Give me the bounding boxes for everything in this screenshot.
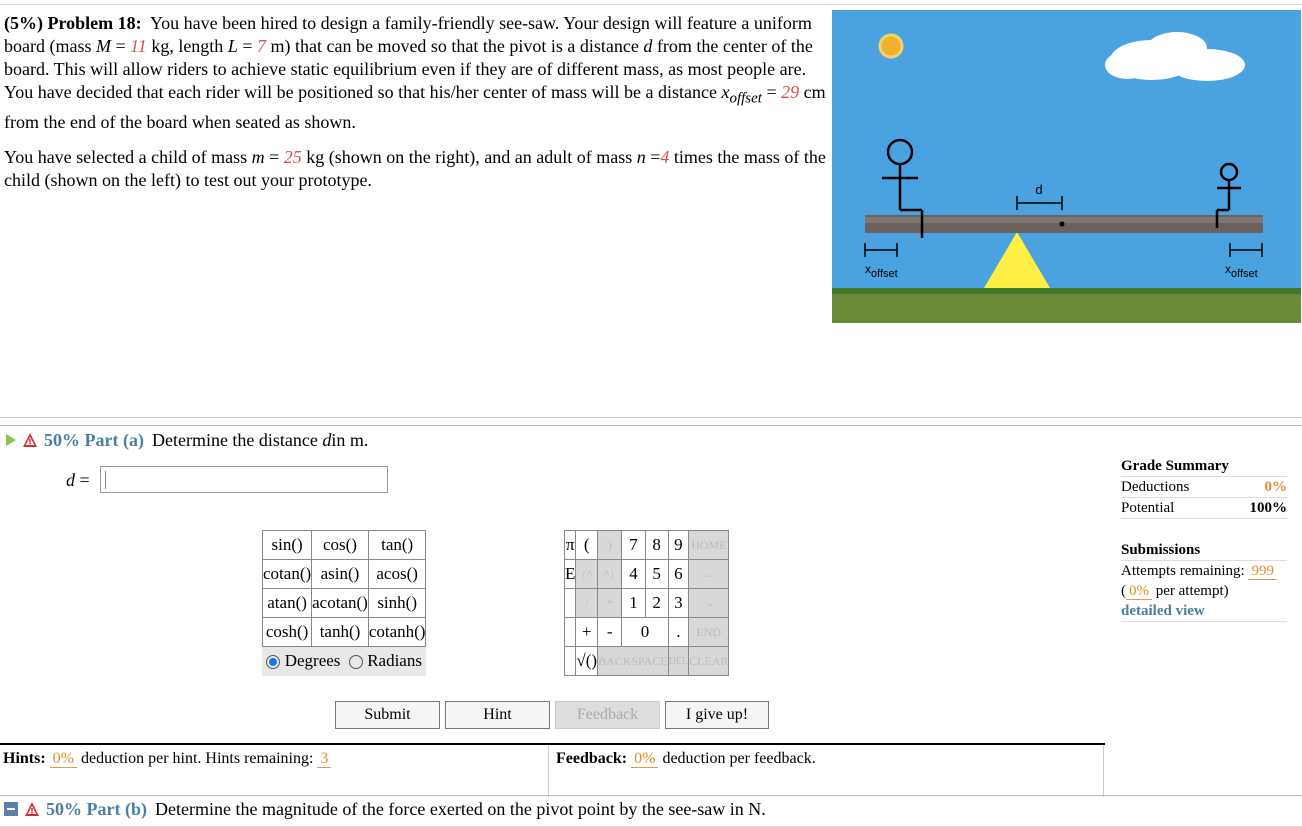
warning-icon: [22, 432, 38, 448]
key-5[interactable]: 5: [645, 560, 668, 589]
acotan-key[interactable]: acotan(): [312, 589, 369, 618]
atan-key[interactable]: atan(): [263, 589, 312, 618]
sinh-key[interactable]: sinh(): [368, 589, 426, 618]
multiply-key[interactable]: *: [598, 589, 622, 618]
part-a-label: 50% Part (a): [44, 430, 144, 450]
part-b-header: [0, 797, 766, 821]
potential-row: Potential 100%: [1121, 498, 1287, 519]
acos-key[interactable]: acos(): [368, 560, 426, 589]
attempts-row: Attempts remaining: 999: [1121, 561, 1287, 581]
submit-button[interactable]: Submit: [335, 701, 440, 729]
sun-icon: [880, 35, 902, 57]
dot-key[interactable]: .: [668, 618, 688, 647]
mass-board-value: 11: [130, 36, 147, 56]
open-paren-key[interactable]: (: [576, 531, 598, 560]
answer-input[interactable]: [100, 466, 388, 493]
feedback-button[interactable]: Feedback: [555, 701, 660, 729]
hints-feedback-bar: [0, 743, 1105, 797]
answer-label: d =: [66, 470, 90, 490]
per-attempt-row: ( 0% per attempt): [1121, 583, 1229, 599]
top-divider: [0, 4, 1302, 5]
tanh-key[interactable]: tanh(): [312, 618, 369, 647]
offset-value: 29: [781, 82, 800, 102]
multiplier-value: 4: [660, 146, 670, 167]
power-up-key[interactable]: ↑^: [576, 560, 598, 589]
submissions-title: Submissions: [1121, 540, 1287, 561]
home-key[interactable]: HOME: [689, 531, 729, 560]
backspace-key[interactable]: BACKSPACE: [598, 647, 669, 676]
key-7[interactable]: 7: [622, 531, 645, 560]
grade-summary-title: Grade Summary: [1121, 456, 1287, 477]
section-divider: [0, 425, 1302, 426]
key-2[interactable]: 2: [645, 589, 668, 618]
seesaw-figure: [832, 10, 1301, 323]
part-b-question: Determine the magnitude of the force exerted on the pivot point by the see-saw in N.: [154, 799, 766, 819]
keypad: [564, 530, 729, 676]
asin-key[interactable]: asin(): [312, 560, 369, 589]
key-3[interactable]: 3: [668, 589, 688, 618]
pi-key[interactable]: π: [565, 531, 576, 560]
collapse-icon[interactable]: [4, 802, 18, 816]
empty-key: [565, 647, 576, 676]
problem-paragraph-1: (5%) Problem 18: You have been hired to design a family-friendly see-saw. Your design will feature a uniform board (mass M = 11 kg, length L = 7 m) that can be moved so that the pivot is a distance d from the center of the board. This will allow riders to achieve static equilibrium even if they are of different mass, as most people are. You have decided that each rider will be positioned so that his/her center of mass will be a distance $x_{offset} = 29$ cm from the end of the board when seated as shown.: [4, 13, 826, 132]
tan-key[interactable]: tan(): [368, 531, 426, 560]
part-b-label: 50% Part (b): [46, 799, 147, 819]
key-9[interactable]: 9: [668, 531, 688, 560]
center-dot: [1060, 222, 1065, 227]
d-label: d: [1035, 182, 1043, 197]
function-keys: [262, 530, 426, 676]
part-a-header: 50% Part (a) Determine the distance d in m.: [0, 428, 368, 452]
key-1[interactable]: 1: [622, 589, 645, 618]
del-key[interactable]: DEL: [668, 647, 688, 676]
empty-key: [565, 618, 576, 647]
feedback-info: Feedback: 0% deduction per feedback.: [556, 745, 1104, 797]
empty-key: [565, 589, 576, 618]
key-8[interactable]: 8: [645, 531, 668, 560]
cosh-key[interactable]: cosh(): [263, 618, 312, 647]
degrees-radio[interactable]: [266, 655, 280, 669]
warning-icon: [24, 801, 40, 817]
left-arrow-key[interactable]: ←: [689, 560, 729, 589]
hints-info: Hints: 0% deduction per hint. Hints remaining: 3: [3, 745, 549, 797]
give-up-button[interactable]: I give up!: [665, 701, 769, 729]
clear-key[interactable]: CLEAR: [689, 647, 729, 676]
x-offset-right-label: xoffset: [1225, 262, 1258, 280]
cos-key[interactable]: cos(): [312, 531, 369, 560]
child-mass-value: 25: [283, 146, 302, 167]
problem-paragraph-2: You have selected a child of mass m = 25 kg (shown on the right), and an adult of mass n =4 times the mass of the child (shown on the left) to test out your prototype.: [4, 146, 826, 190]
key-0[interactable]: 0: [622, 618, 668, 647]
right-arrow-key[interactable]: →: [689, 589, 729, 618]
power-down-key[interactable]: ^↓: [598, 560, 622, 589]
length-value: 7: [256, 36, 266, 56]
e-key[interactable]: E: [565, 560, 576, 589]
expand-play-icon[interactable]: [6, 434, 16, 446]
problem-title: (5%) Problem 18:: [4, 13, 142, 33]
sin-key[interactable]: sin(): [263, 531, 312, 560]
plus-key[interactable]: +: [576, 618, 598, 647]
radians-radio[interactable]: [349, 655, 363, 669]
x-offset-left-label: xoffset: [865, 262, 898, 280]
hint-button[interactable]: Hint: [445, 701, 550, 729]
end-key[interactable]: END: [689, 618, 729, 647]
detailed-view-link[interactable]: detailed view: [1121, 601, 1287, 622]
key-4[interactable]: 4: [622, 560, 645, 589]
sqrt-key[interactable]: √(): [576, 647, 598, 676]
close-paren-key[interactable]: ): [598, 531, 622, 560]
section-divider: [0, 795, 1302, 796]
problem-statement: [4, 12, 826, 204]
angle-mode: Degrees Radians: [263, 647, 426, 676]
divide-key[interactable]: /: [576, 589, 598, 618]
cotan-key[interactable]: cotan(): [263, 560, 312, 589]
grade-summary: [1121, 456, 1287, 622]
minus-key[interactable]: -: [598, 618, 622, 647]
key-6[interactable]: 6: [668, 560, 688, 589]
cotanh-key[interactable]: cotanh(): [368, 618, 426, 647]
deductions-row: Deductions 0%: [1121, 477, 1287, 498]
section-divider: [0, 417, 1302, 418]
